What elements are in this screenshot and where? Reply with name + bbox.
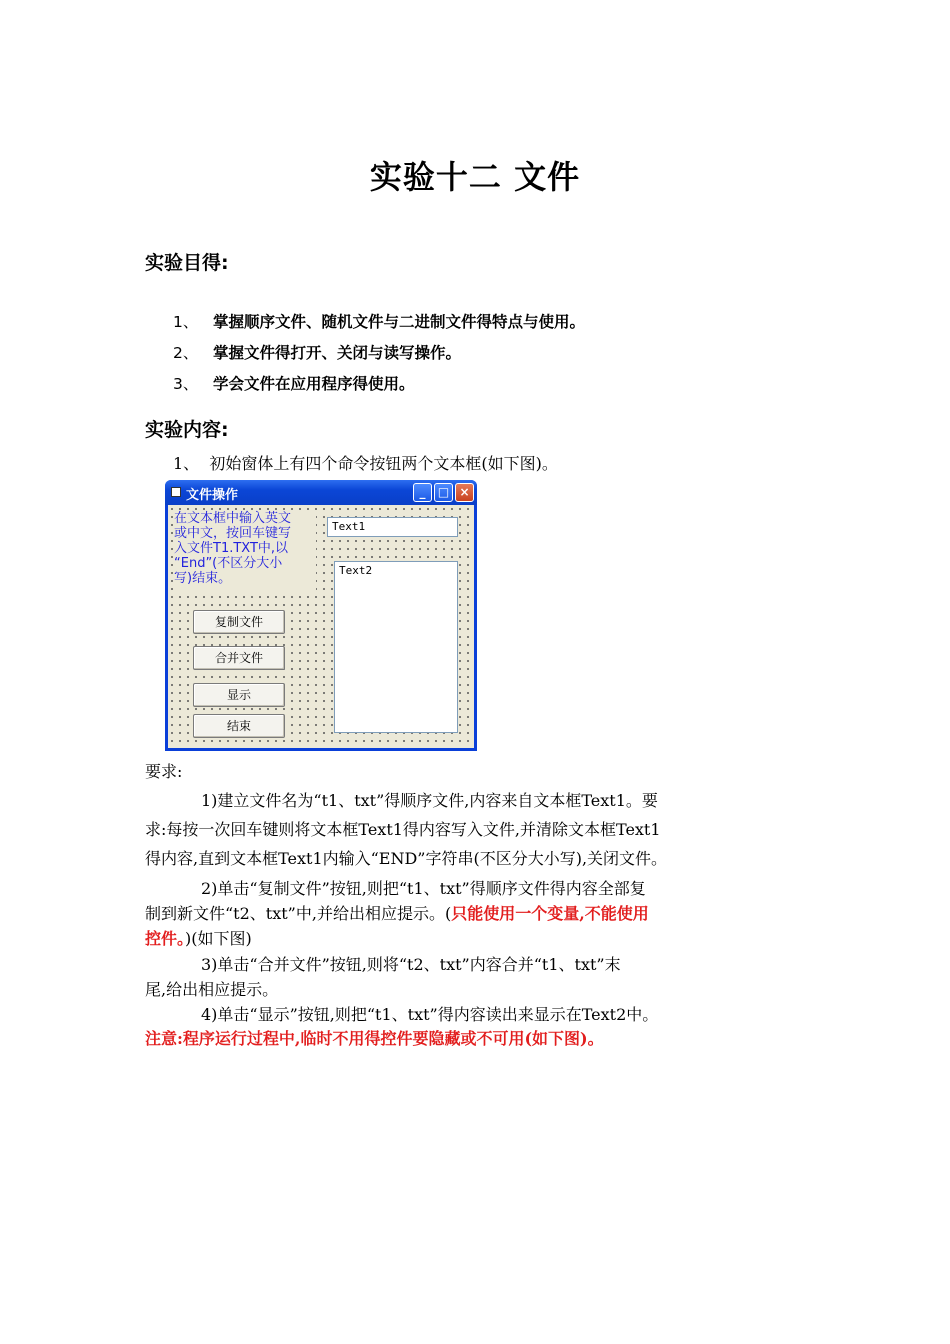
form-title: 文件操作 xyxy=(186,488,239,503)
content-intro: 1、 初始窗体上有四个命令按钮两个文本框(如下图)。 xyxy=(173,454,558,473)
maximize-button[interactable]: □ xyxy=(434,483,453,502)
close-button[interactable]: × xyxy=(455,483,474,502)
req4-line: 4)单击“显示”按钮,则把“t1、txt”得内容读出来显示在Text2中。 xyxy=(201,1005,659,1024)
requirement-heading: 要求: xyxy=(145,762,183,781)
objective-number: 1、 xyxy=(173,313,199,331)
req2-text: 制到新文件“t2、txt”中,并给出相应提示。( xyxy=(145,904,452,923)
instruction-label: 在文本框中输入英文 或中文，按回车键写 入文件T1.TXT中,以 “End”(不区分大小 写)结束。 xyxy=(174,511,316,593)
form-client-area xyxy=(168,505,474,748)
note-warning: 注意:程序运行过程中,临时不用得控件要隐藏或不可用(如下图)。 xyxy=(145,1029,604,1048)
req3-line: 3)单击“合并文件”按钮,则将“t2、txt”内容合并“t1、txt”末 xyxy=(201,955,621,974)
req3-line: 尾,给出相应提示。 xyxy=(145,980,279,999)
text2-textarea[interactable]: Text2 xyxy=(334,561,458,733)
objective-text: 掌握顺序文件、随机文件与二进制文件得特点与使用。 xyxy=(213,313,586,331)
content-heading: 实验内容: xyxy=(145,419,229,441)
req2-line: 2)单击“复制文件”按钮,则把“t1、txt”得顺序文件得内容全部复 xyxy=(201,879,646,898)
req1-line: 得内容,直到文本框Text1内输入“END”字符串(不区分大小写),关闭文件。 xyxy=(145,849,668,868)
copy-file-button[interactable]: 复制文件 xyxy=(193,610,285,634)
objective-item xyxy=(173,341,461,363)
req2-warning: 控件。 xyxy=(145,929,186,948)
objective-text: 掌握文件得打开、关闭与读写操作。 xyxy=(213,344,462,362)
form-titlebar xyxy=(165,480,477,505)
req1-line: 求:每按一次回车键则将文本框Text1得内容写入文件,并清除文本框Text1 xyxy=(145,820,661,839)
req2-line xyxy=(145,924,807,953)
text1-input[interactable]: Text1 xyxy=(327,517,458,537)
objective-number: 2、 xyxy=(173,344,199,362)
objective-number: 3、 xyxy=(173,375,199,393)
display-button[interactable]: 显示 xyxy=(193,683,285,707)
objective-item xyxy=(173,372,415,394)
objective-text: 学会文件在应用程序得使用。 xyxy=(213,375,415,393)
req1-line: 1)建立文件名为“t1、txt”得顺序文件,内容来自文本框Text1。要 xyxy=(201,791,658,810)
minimize-button[interactable]: _ xyxy=(413,483,432,502)
req2-warning: 只能使用一个变量,不能使用 xyxy=(451,904,649,923)
form-icon xyxy=(171,487,181,497)
exit-button[interactable]: 结束 xyxy=(193,714,285,738)
vb-form-window xyxy=(165,480,477,751)
merge-file-button[interactable]: 合并文件 xyxy=(193,646,285,670)
purpose-heading: 实验目得: xyxy=(145,252,229,274)
page-title: 实验十二 文件 xyxy=(369,158,581,196)
req2-text: )(如下图) xyxy=(185,929,252,948)
objective-item xyxy=(173,310,585,332)
